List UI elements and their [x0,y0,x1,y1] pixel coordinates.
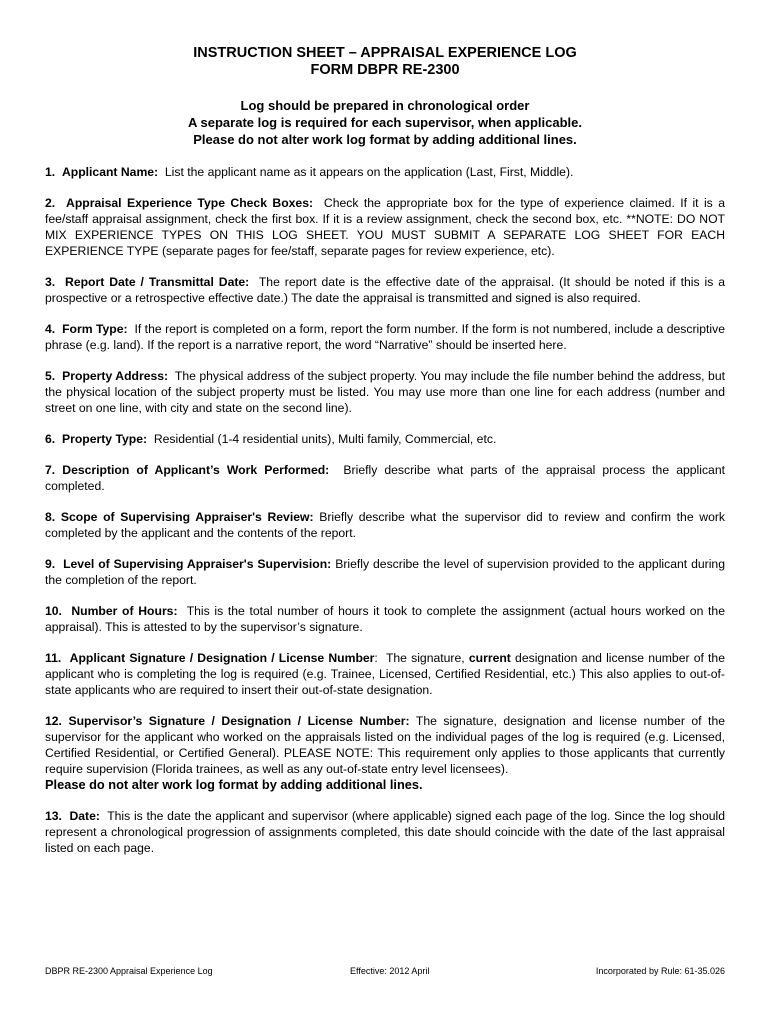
item-label: Date: [69,809,100,823]
instruction-item-level-of-supervision [45,556,725,588]
item-text: The signature, designation and license number of the supervisor for the applicant who worked on the appraisals listed on the individual pages of the log is required (e.g. Licensed, Certified Residential, or Certified General). PLEASE NOTE: This requirement only applies to those applicants that currently require supervision (Florida trainees, as well as any out-of-state entry level licensees). [45,714,725,776]
item-label: Scope of Supervising Appraiser's Review: [60,510,314,524]
item-number: 5. [45,369,56,383]
item-number: 7. [45,463,56,477]
item-text: The physical address of the subject property. You may include the file number behind the address, but the physical location of the subject property must be listed. You may use more than one line for each address (number and street on one line, with city and state on the second line). [45,369,725,415]
item-number: 4. [45,322,56,336]
item-text: List the applicant name as it appears on the application (Last, First, Middle). [164,165,574,179]
item-label: Level of Supervising Appraiser's Supervision: [63,557,332,571]
item-number: 2. [45,196,56,210]
subtitle-line-2: A separate log is required for each supervisor, when applicable. [188,115,582,130]
instruction-sheet [45,45,725,871]
instruction-item-report-date [45,274,725,306]
item-label: Property Address: [62,369,169,383]
title-line-1: INSTRUCTION SHEET – APPRAISAL EXPERIENCE LOG [193,45,577,61]
item-label: Property Type: [61,432,148,446]
instruction-item-date [45,808,725,856]
instructions-summary [45,97,725,148]
instruction-item-number-of-hours [45,603,725,635]
instruction-item-property-address [45,368,725,416]
page-title [45,45,725,79]
subtitle-line-3: Please do not alter work log format by adding additional lines. [193,132,577,147]
item-number: 11. [45,651,62,665]
instruction-item-work-performed [45,462,725,494]
item-number: 8. [45,510,56,524]
item-text: Briefly describe what parts of the appraisal process the applicant completed. [45,463,725,493]
item-label-suffix: : [374,651,378,665]
item-text: If the report is completed on a form, report the form number. If the form is not numbered, include a descriptive phrase (e.g. land). If the report is a narrative report, the word “Narrative” should be inserted here. [45,322,725,352]
title-line-2: FORM DBPR RE-2300 [310,62,460,78]
item-number: 12. [45,714,62,728]
item-text: Residential (1-4 residential units), Multi family, Commercial, etc. [153,432,497,446]
item-number: 3. [45,275,56,289]
instruction-item-scope-of-review [45,509,725,541]
item-bold-note: Please do not alter work log format by adding additional lines. [45,777,423,792]
footer-rule: Incorporated by Rule: 61-35.026 [595,966,725,976]
item-number: 13. [45,809,62,823]
instruction-list [45,164,725,856]
instruction-item-applicant-signature [45,650,725,698]
item-label: Supervisor’s Signature / Designation / License Number: [68,714,410,728]
item-label: Description of Applicant’s Work Performed: [62,463,330,477]
instruction-item-experience-type [45,195,725,259]
item-text: This is the total number of hours it took to complete the assignment (actual hours worked on the appraisal). This is attested to by the supervisor’s signature. [45,604,725,634]
item-label: Report Date / Transmittal Date: [65,275,250,289]
item-text: The signature, [385,651,465,665]
item-label: Form Type: [62,322,128,336]
item-text: The report date is the effective date of the appraisal. (It should be noted if this is a prospective or a retrospective effective date.) The date the appraisal is transmitted and signed is also required. [45,275,725,305]
item-text: Check the appropriate box for the type of experience claimed. If it is a fee/staff appraisal assignment, check the first box. If it is a review assignment, check the second box, etc. **NOTE: DO NOT MIX EXPERIENCE TYPES ON THIS LOG SHEET. YOU MUST SUBMIT A SEPARATE LOG SHEET FOR EACH EXPERIENCE TYPE (separate pages for fee/staff, separate pages for review experience, etc). [45,196,725,258]
footer-effective-date: Effective: 2012 April [350,966,430,976]
item-number: 10. [45,604,62,618]
item-label: Appraisal Experience Type Check Boxes: [66,196,314,210]
item-number: 9. [45,557,56,571]
item-number: 1. [45,165,56,179]
item-label: Applicant Name: [61,165,159,179]
item-text: Briefly describe the level of supervision provided to the applicant during the completion of the report. [45,557,725,587]
instruction-item-applicant-name [45,164,725,180]
footer-form-name: DBPR RE-2300 Appraisal Experience Log [45,966,213,976]
instruction-item-form-type [45,321,725,353]
item-text: This is the date the applicant and supervisor (where applicable) signed each page of the log. Since the log should represent a chronological progression of assignments completed, this date should coincide with the date of the last appraisal listed on each page. [45,809,725,855]
subtitle-line-1: Log should be prepared in chronological order [240,98,530,113]
item-label: Applicant Signature / Designation / License Number [69,651,375,665]
item-text-continued: designation and license number of the applicant who is completing the log is required (e.g. Trainee, Licensed, Certified Residential, etc.) This also applies to out-of-state applicants who are required to insert their out-of-state designation. [45,651,725,697]
item-emphasis: current [468,651,511,665]
instruction-item-supervisor-signature [45,713,725,793]
item-text: Briefly describe what the supervisor did to review and confirm the work completed by the applicant and the contents of the report. [45,510,726,540]
item-number: 6. [45,432,56,446]
item-label: Number of Hours: [71,604,178,618]
instruction-item-property-type [45,431,725,447]
